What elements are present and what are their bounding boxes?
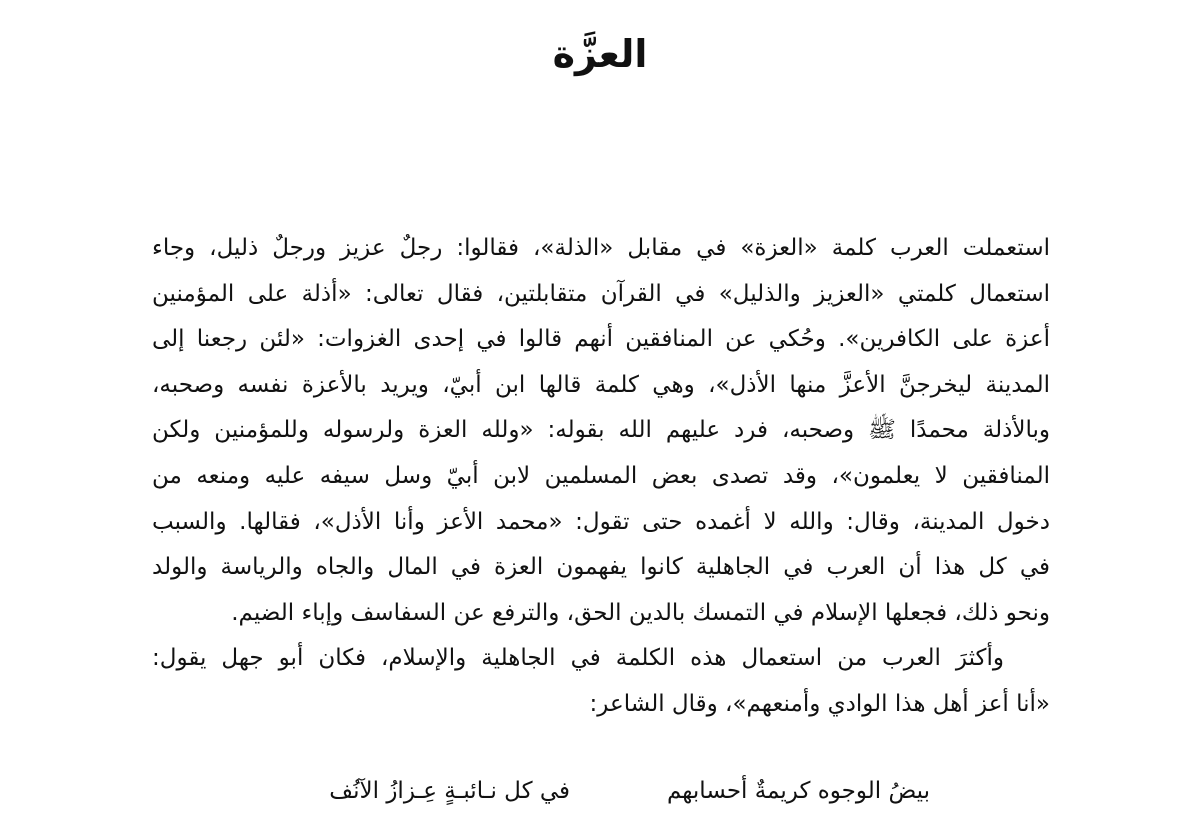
paragraph-2-line-1: وأكثرَ العرب من استعمال هذه الكلمة في الجاهلية والإسلام، فكان أبو جهل يقول: [152,645,1004,672]
paragraph-1-line-2: استعمال كلمتي «العزيز والذليل» في القرآن متقابلتين، فقال تعالى: «أذلة على المؤمنين [152,280,1050,307]
paragraph-1-line-4: المدينة ليخرجنَّ الأعزَّ منها الأذل»، وهي كلمة قالها ابن أبيّ، ويريد بالأعزة نفسه وصحبه، [152,371,1050,398]
paragraph-1-line-1: استعملت العرب كلمة «العزة» في مقابل «الذلة»، فقالوا: رجلٌ عزيز ورجلٌ ذليل، وجاء [152,235,1050,261]
paragraph-1-line-9: ونحو ذلك، فجعلها الإسلام في التمسك بالدين الحق، والترفع عن السفاسف وإباء الضيم. [231,599,1050,626]
poetry-verse [0,768,1200,814]
paragraph-1-line-3: أعزة على الكافرين». وحُكي عن المنافقين أنهم قالوا في إحدى الغزوات: «لئن رجعنا إلى [152,326,1050,353]
article-body [152,226,1050,728]
paragraph-1-line-8: في كل هذا أن العرب في الجاهلية كانوا يفهمون العزة في المال والجاه والرياسة والولد [152,554,1050,581]
page-title: العزَّة [552,32,648,76]
paragraph-1-line-6: المنافقين لا يعلمون»، وقد تصدى بعض المسلمين لابن أبيّ وسل سيفه عليه ومنعه من [152,462,1050,489]
verse-second-hemistich: في كل نـائبـةٍ عِـزازُ الآنُف [329,778,570,804]
paragraph-1-line-5: وبالأذلة محمدًا ﷺ وصحبه، فرد عليهم الله بقوله: «ولله العزة ولرسوله وللمؤمنين ولكن [152,417,1050,444]
paragraph-1-line-7: دخول المدينة، وقال: والله لا أغمده حتى تقول: «محمد الأعز وأنا الأذل»، فقالها. والسبب [152,508,1050,535]
paragraph-2-line-2: «أنا أعز أهل هذا الوادي وأمنعهم»، وقال الشاعر: [589,690,1050,717]
verse-first-hemistich: بيضُ الوجوه كريمةٌ أحسابهم [667,778,930,804]
